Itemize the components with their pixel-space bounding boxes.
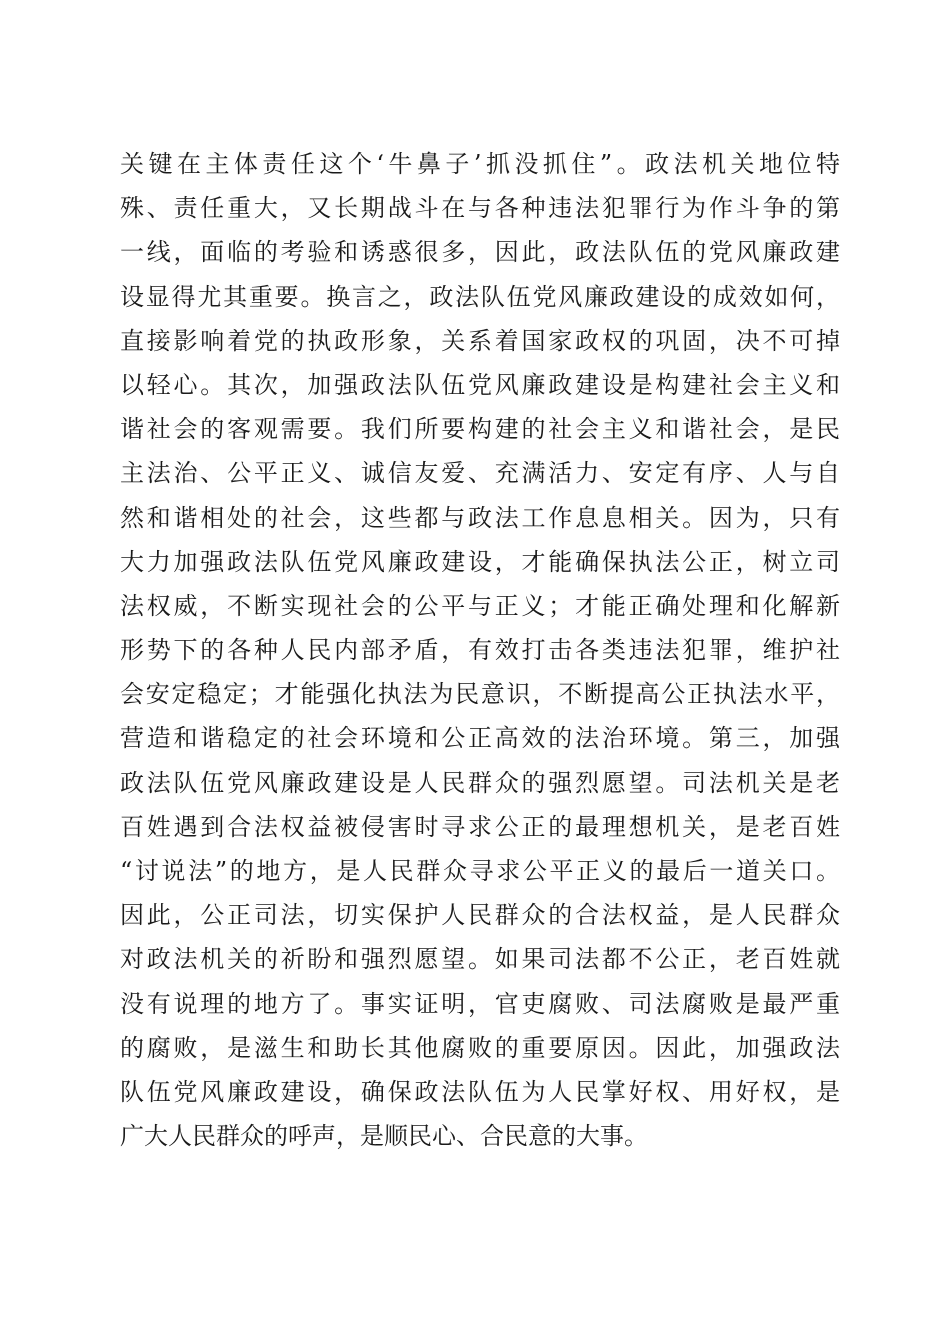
text-line: 形势下的各种人民内部矛盾，有效打击各类违法犯罪，维护社 (120, 636, 840, 665)
text-line: 殊、责任重大，又长期战斗在与各种违法犯罪行为作斗争的第 (120, 194, 840, 223)
text-line: 设显得尤其重要。换言之，政法队伍党风廉政建设的成效如何， (120, 282, 840, 311)
text-line: 的腐败，是滋生和助长其他腐败的重要原因。因此，加强政法 (120, 1033, 840, 1062)
text-line: 对政法机关的祈盼和强烈愿望。如果司法都不公正，老百姓就 (120, 945, 840, 974)
text-line: 关键在主体责任这个‘牛鼻子’抓没抓住”。政法机关地位特 (120, 150, 840, 178)
text-line: 谐社会的客观需要。我们所要构建的社会主义和谐社会，是民 (120, 415, 840, 444)
text-line: 队伍党风廉政建设，确保政法队伍为人民掌好权、用好权，是 (120, 1077, 840, 1106)
text-line-last: 广大人民群众的呼声，是顺民心、合民意的大事。 (120, 1122, 648, 1151)
text-line: 然和谐相处的社会，这些都与政法工作息息相关。因为，只有 (120, 503, 840, 532)
text-line: “讨说法”的地方，是人民群众寻求公平正义的最后一道关口。 (120, 857, 840, 885)
text-line: 政法队伍党风廉政建设是人民群众的强烈愿望。司法机关是老 (120, 768, 840, 797)
text-line: 主法治、公平正义、诚信友爱、充满活力、安定有序、人与自 (120, 459, 840, 488)
text-line: 因此，公正司法，切实保护人民群众的合法权益，是人民群众 (120, 901, 840, 930)
text-line: 没有说理的地方了。事实证明，官吏腐败、司法腐败是最严重 (120, 989, 840, 1018)
text-line: 营造和谐稳定的社会环境和公正高效的法治环境。第三，加强 (120, 724, 840, 753)
text-line: 百姓遇到合法权益被侵害时寻求公正的最理想机关，是老百姓 (120, 812, 840, 841)
text-line: 法权威，不断实现社会的公平与正义；才能正确处理和化解新 (120, 591, 840, 620)
body-paragraph (120, 142, 840, 1158)
text-line: 大力加强政法队伍党风廉政建设，才能确保执法公正，树立司 (120, 547, 840, 576)
text-line: 直接影响着党的执政形象，关系着国家政权的巩固，决不可掉 (120, 326, 840, 355)
text-line: 以轻心。其次，加强政法队伍党风廉政建设是构建社会主义和 (120, 370, 840, 399)
text-line: 一线，面临的考验和诱惑很多，因此，政法队伍的党风廉政建 (120, 238, 840, 267)
text-line: 会安定稳定；才能强化执法为民意识，不断提高公正执法水平， (120, 680, 840, 709)
